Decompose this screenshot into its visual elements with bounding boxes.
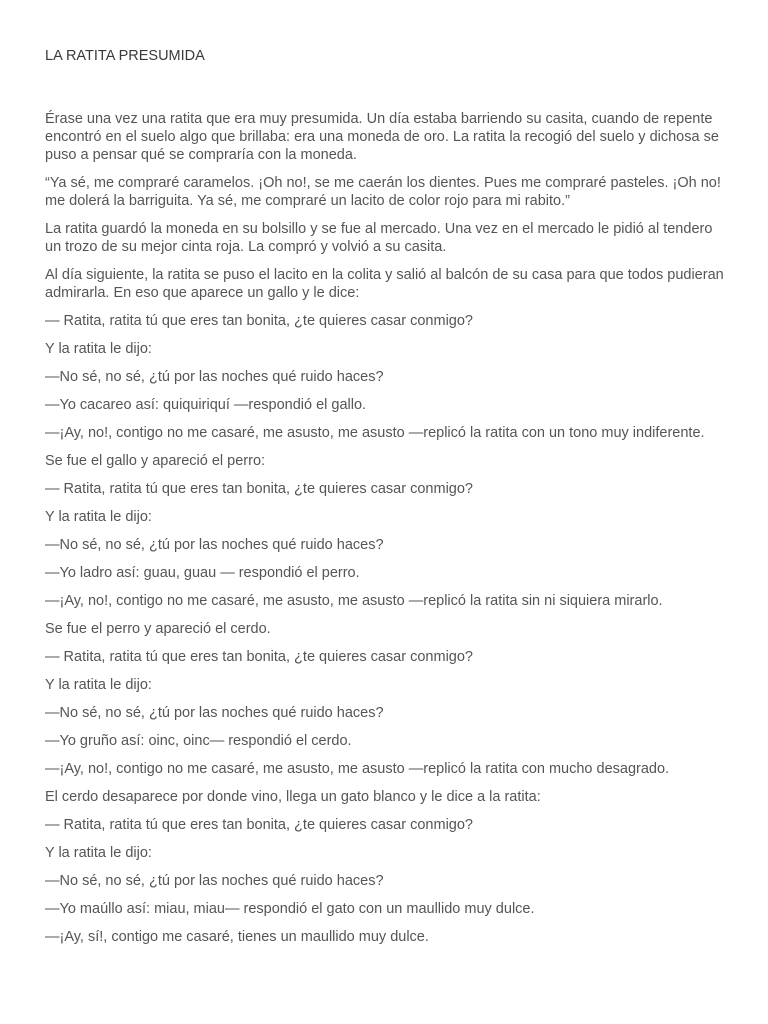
paragraph: —No sé, no sé, ¿tú por las noches qué ruido haces? [45, 873, 384, 889]
paragraph: — Ratita, ratita tú que eres tan bonita, ¿te quieres casar conmigo? [45, 481, 473, 497]
paragraph: Érase una vez una ratita que era muy presumida. Un día estaba barriendo su casita, cuando de repente encontró en el suelo algo que brillaba: era una moneda de oro. La ratita la recogió del suelo y dichosa se puso a pensar qué se compraría con la moneda. [45, 111, 719, 163]
paragraph: Se fue el perro y apareció el cerdo. [45, 621, 271, 637]
document-body [45, 110, 725, 956]
paragraph: —Yo gruño así: oinc, oinc— respondió el cerdo. [45, 733, 352, 749]
paragraph: Al día siguiente, la ratita se puso el lacito en la colita y salió al balcón de su casa para que todos pudieran admirarla. En eso que aparece un gallo y le dice: [45, 267, 724, 301]
paragraph: Y la ratita le dijo: [45, 341, 152, 357]
paragraph: —¡Ay, no!, contigo no me casaré, me asusto, me asusto —replicó la ratita sin ni siquiera mirarlo. [45, 593, 663, 609]
paragraph: El cerdo desaparece por donde vino, llega un gato blanco y le dice a la ratita: [45, 789, 541, 805]
paragraph: La ratita guardó la moneda en su bolsillo y se fue al mercado. Una vez en el mercado le pidió al tendero un trozo de su mejor cinta roja. La compró y volvió a su casita. [45, 221, 713, 255]
paragraph: Y la ratita le dijo: [45, 677, 152, 693]
paragraph: —No sé, no sé, ¿tú por las noches qué ruido haces? [45, 705, 384, 721]
paragraph: Se fue el gallo y apareció el perro: [45, 453, 266, 469]
paragraph: “Ya sé, me compraré caramelos. ¡Oh no!, se me caerán los dientes. Pues me compraré pasteles. ¡Oh no! me dolerá la barriguita. Ya sé, me compraré un lacito de color rojo para mi rabito.” [45, 175, 721, 209]
paragraph: — Ratita, ratita tú que eres tan bonita, ¿te quieres casar conmigo? [45, 313, 473, 329]
paragraph: —Yo ladro así: guau, guau — respondió el perro. [45, 565, 360, 581]
paragraph: —No sé, no sé, ¿tú por las noches qué ruido haces? [45, 537, 384, 553]
paragraph: —¡Ay, no!, contigo no me casaré, me asusto, me asusto —replicó la ratita con mucho desagrado. [45, 761, 670, 777]
paragraph: — Ratita, ratita tú que eres tan bonita, ¿te quieres casar conmigo? [45, 817, 473, 833]
paragraph: Y la ratita le dijo: [45, 509, 152, 525]
paragraph: —¡Ay, sí!, contigo me casaré, tienes un maullido muy dulce. [45, 929, 429, 945]
paragraph: — Ratita, ratita tú que eres tan bonita, ¿te quieres casar conmigo? [45, 649, 473, 665]
paragraph: —No sé, no sé, ¿tú por las noches qué ruido haces? [45, 369, 384, 385]
paragraph: —¡Ay, no!, contigo no me casaré, me asusto, me asusto —replicó la ratita con un tono muy indiferente. [45, 425, 705, 441]
document-title: LA RATITA PRESUMIDA [45, 48, 205, 64]
paragraph: Y la ratita le dijo: [45, 845, 152, 861]
paragraph: —Yo cacareo así: quiquiriquí —respondió el gallo. [45, 397, 367, 413]
paragraph: —Yo maúllo así: miau, miau— respondió el gato con un maullido muy dulce. [45, 901, 535, 917]
